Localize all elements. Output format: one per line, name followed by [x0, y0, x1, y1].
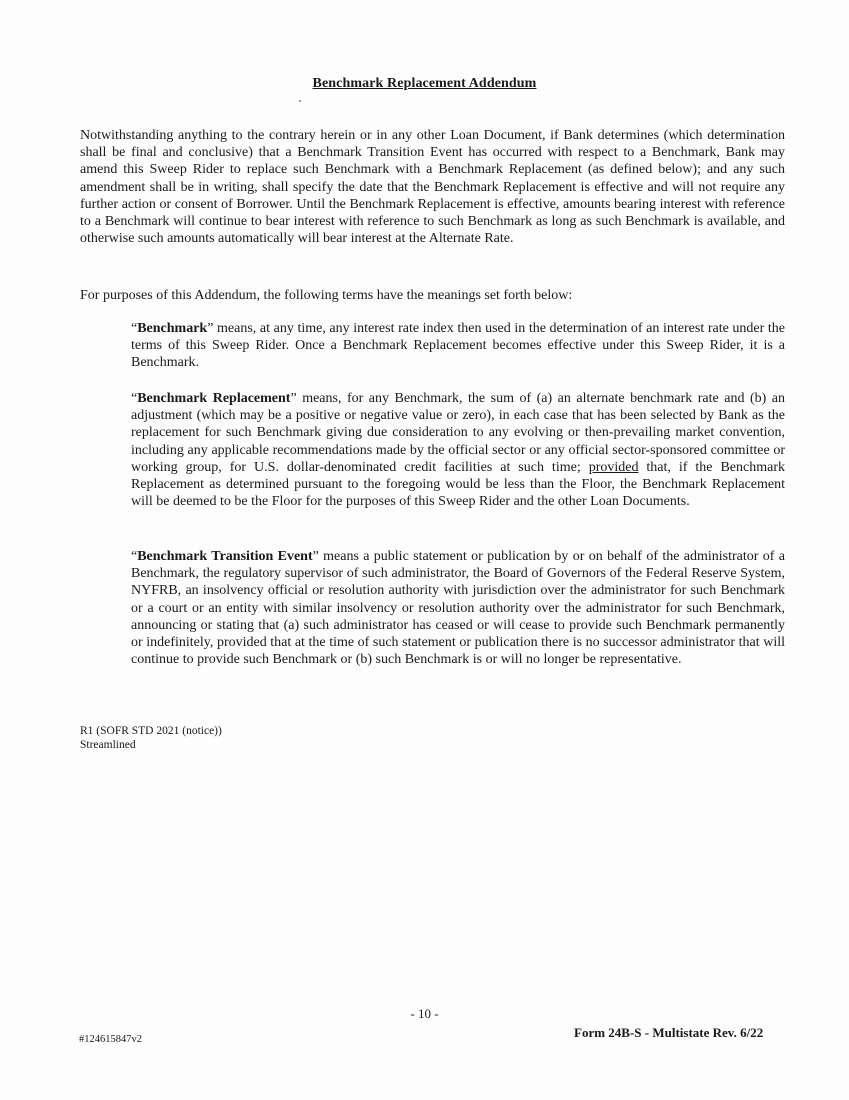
definition-benchmark: [131, 320, 785, 372]
open-quote: “: [131, 321, 138, 336]
page-number: - 10 -: [410, 1006, 439, 1021]
scan-speck: [299, 100, 301, 102]
open-quote: “: [131, 549, 138, 564]
definition-text: ” means, for any Benchmark, the sum of (a) an alternate benchmark rate and (b) an adjustment (which may be a positive or negative value or zero), in each case that has been selected by Bank as the replacement for such Benchmark giving due consideration to any evolving or then-prevailing market convention, including any applicable recommendations made by the official sector or any official sector-sponsored committee or working group, for U.S. dollar-denominated credit facilities at such time;: [131, 391, 785, 475]
definition-benchmark-transition-event: [131, 548, 785, 668]
definition-text: ” means, at any time, any interest rate index then used in the determination of an interest rate under the terms of this Sweep Rider. Once a Benchmark Replacement becomes effective under this Sweep Rider, it is a Benchmark.: [131, 321, 785, 371]
document-title: Benchmark Replacement Addendum: [312, 76, 537, 91]
definition-text-continued: that, if the Benchmark Replacement as determined pursuant to the foregoing would be less than the Floor, the Benchmark Replacement will be deemed to be the Floor for the purposes of this Sweep Rider and the other Loan Documents.: [131, 459, 786, 510]
provided-keyword: provided: [588, 459, 639, 475]
form-identifier: Form 24B-S - Multistate Rev. 6/22: [574, 1025, 764, 1040]
document-id: #124615847v2: [79, 1034, 142, 1045]
purposes-paragraph: For purposes of this Addendum, the following terms have the meanings set forth below:: [80, 288, 573, 303]
open-quote: “: [131, 391, 138, 406]
main-paragraph: Notwithstanding anything to the contrary herein or in any other Loan Document, if Bank determines (which determination shall be final and conclusive) that a Benchmark Transition Event has occurred with respect to a Benchmark, Bank may amend this Sweep Rider to replace such Benchmark with a Benchmark Replacement (as defined below); and any such amendment shall be in writing, shall specify the date that the Benchmark Replacement is effective and will not require any further action or consent of Borrower. Until the Benchmark Replacement is effective, amounts bearing interest with reference to a Benchmark will continue to bear interest with reference to such Benchmark as long as such Benchmark is available, and otherwise such amounts automatically will bear interest at the Alternate Rate.: [80, 128, 785, 247]
defined-term: Benchmark Replacement: [137, 391, 291, 406]
definition-benchmark-replacement: [131, 390, 785, 510]
form-code-block: [80, 724, 222, 752]
form-code-line: R1 (SOFR STD 2021 (notice)): [80, 725, 222, 737]
defined-term: Benchmark Transition Event: [137, 549, 313, 564]
definition-text: ” means a public statement or publication by or on behalf of the administrator of a Benchmark, the regulatory supervisor of such administrator, the Board of Governors of the Federal Reserve System, NYFRB, an insolvency official or resolution authority with jurisdiction over the administrator for such Benchmark or a court or an entity with similar insolvency or resolution authority over the administrator for such Benchmark, announcing or stating that (a) such administrator has ceased or will cease to provide such Benchmark permanently or indefinitely, provided that at the time of such statement or publication there is no successor administrator that will continue to provide such Benchmark or (b) such Benchmark is or will no longer be representative.: [131, 549, 785, 668]
form-code-line: Streamlined: [80, 739, 136, 751]
defined-term: Benchmark: [137, 321, 208, 336]
